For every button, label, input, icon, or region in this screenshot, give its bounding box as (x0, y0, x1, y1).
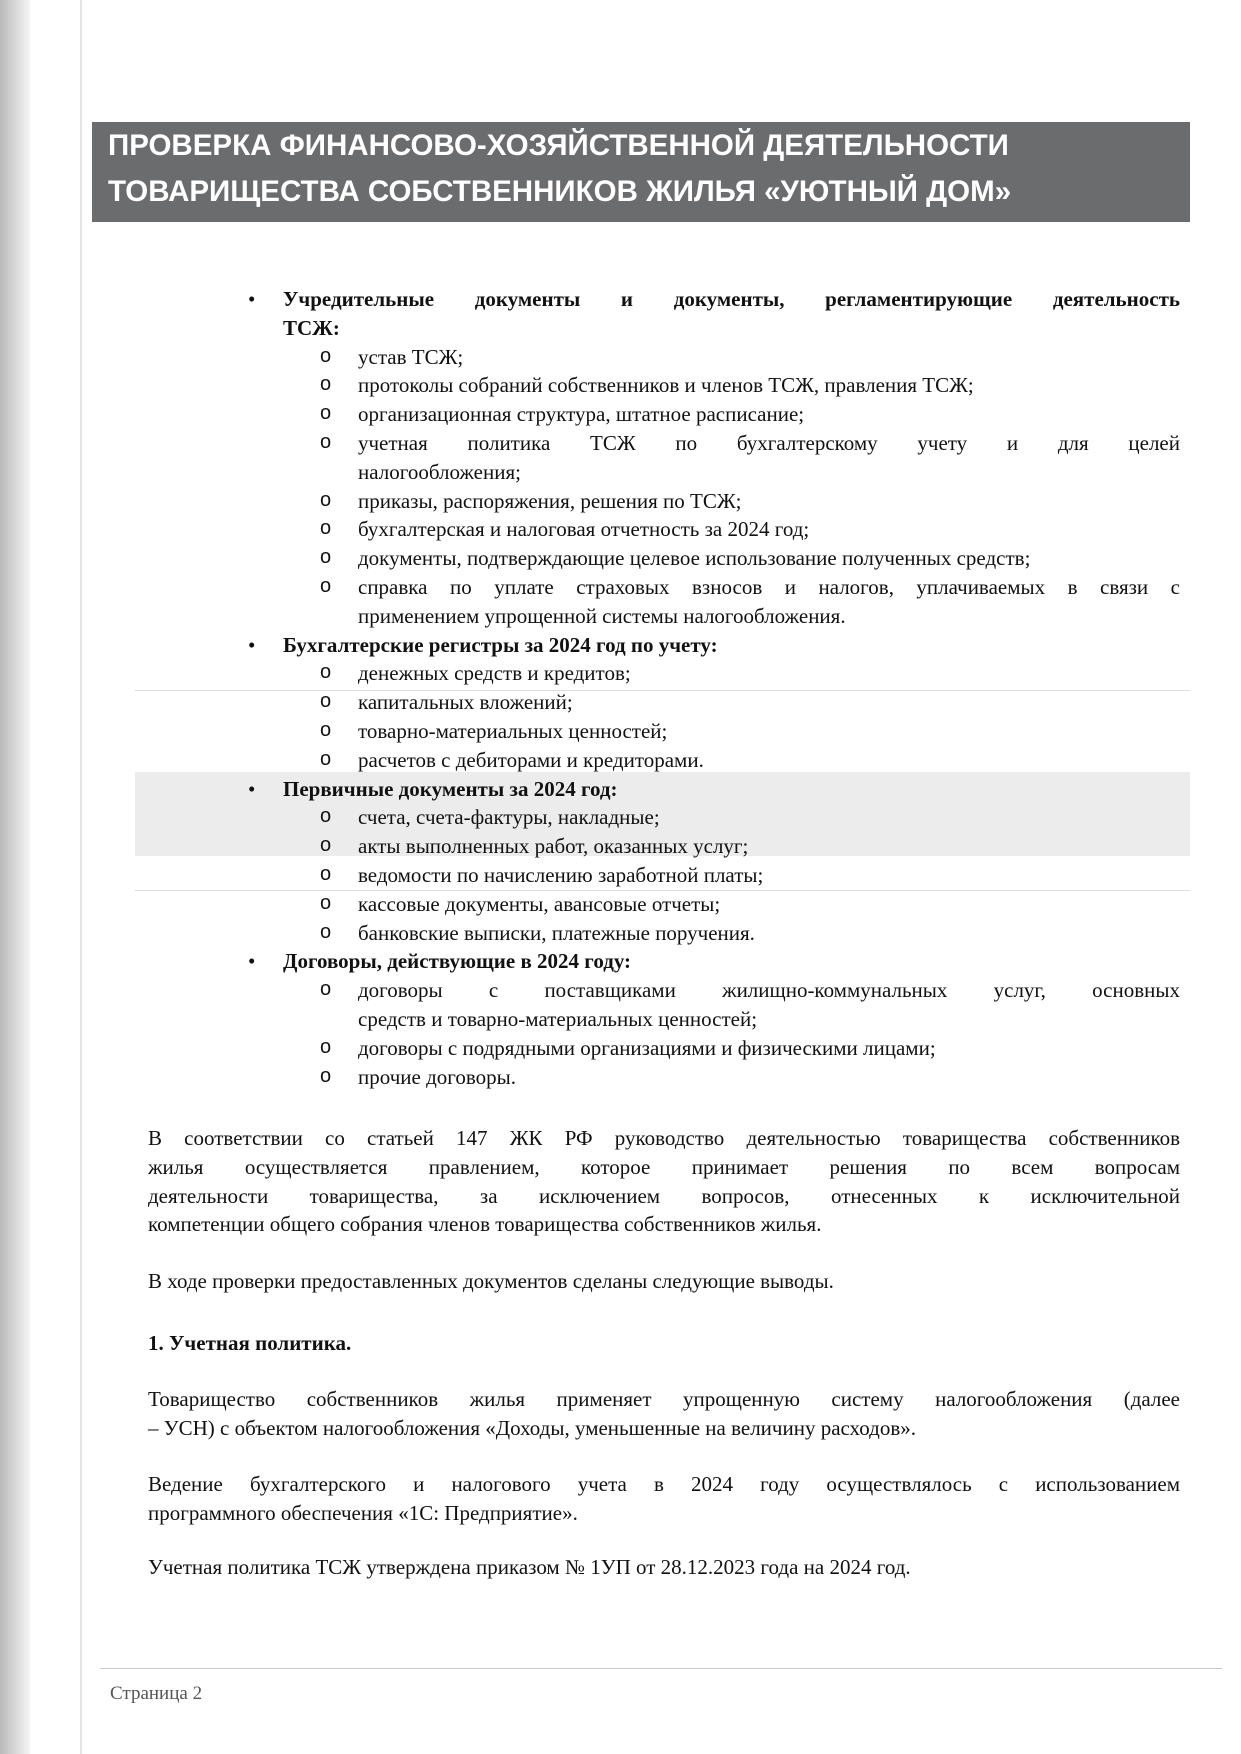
list-item: o учетная политика ТСЖ по бухгалтерскому учету и для целей (148, 429, 1180, 458)
bullet-icon: • (248, 776, 256, 801)
circle-bullet-icon: o (320, 574, 332, 597)
circle-bullet-icon: o (320, 718, 332, 741)
circle-bullet-icon: o (320, 920, 332, 943)
bullet-icon: • (248, 632, 256, 657)
section-title: ТСЖ: (283, 315, 340, 340)
list-item-continuation: применением упрощенной системы налогообложения. (358, 603, 846, 628)
list-item: o товарно-материальных ценностей; (148, 717, 1180, 746)
circle-bullet-icon: o (320, 488, 332, 511)
paragraph-governance: В соответствии со статьей 147 ЖК РФ руководство деятельностью товарищества собственников жилья осуществляется правлением, которое принимает решения по всем вопросам деятельности товарищества, за исключением вопросов, отнесенных к исключительной компетенции общего собрания членов товарищества собственников жилья. (148, 1126, 1180, 1237)
list-item: o приказы, распоряжения, решения по ТСЖ; (148, 487, 1180, 516)
bullet-icon: • (248, 287, 256, 311)
circle-bullet-icon: o (320, 747, 332, 770)
list-item: o устав ТСЖ; (148, 343, 1180, 372)
list-item: o организационная структура, штатное расписание; (148, 400, 1180, 429)
bullet-icon: • (248, 949, 256, 974)
paragraph-conclusions-intro: В ходе проверки предоставленных документов сделаны следующие выводы. (148, 1269, 834, 1293)
section-title: • Учредительные документы и документы, регламентирующие деятельность (148, 285, 1180, 314)
list-item: o капитальных вложений; (148, 688, 1180, 717)
circle-bullet-icon: o (320, 690, 332, 713)
document-lists (148, 285, 1180, 1091)
list-item: o бухгалтерская и налоговая отчетность за 2024 год; (148, 515, 1180, 544)
circle-bullet-icon: o (320, 834, 332, 857)
circle-bullet-icon: o (320, 805, 332, 828)
page-number: Страница 2 (110, 1683, 203, 1704)
section-heading-accounting-policy: 1. Учетная политика. (148, 1331, 352, 1355)
title-line-2: ТОВАРИЩЕСТВА СОБСТВЕННИКОВ ЖИЛЬЯ «УЮТНЫЙ ДОМ» (108, 175, 1012, 208)
circle-bullet-icon: o (320, 1035, 332, 1058)
circle-bullet-icon: o (320, 1064, 332, 1087)
circle-bullet-icon: o (320, 517, 332, 540)
paragraph-software: Ведение бухгалтерского и налогового учета в 2024 году осуществлялось с использованием программного обеспечения «1С: Предприятие». (148, 1472, 1180, 1525)
section-title: • Договоры, действующие в 2024 году: (148, 947, 1180, 976)
list-item: o денежных средств и кредитов; (148, 659, 1180, 688)
footer-divider (100, 1668, 1222, 1669)
section-title: • Первичные документы за 2024 год: (148, 775, 1180, 804)
circle-bullet-icon: o (320, 978, 332, 1001)
circle-bullet-icon: o (320, 402, 332, 425)
list-item: o счета, счета-фактуры, накладные; (148, 803, 1180, 832)
list-item: o расчетов с дебиторами и кредиторами. (148, 746, 1180, 775)
list-item: o документы, подтверждающие целевое использование полученных средств; (148, 544, 1180, 573)
circle-bullet-icon: o (320, 546, 332, 569)
list-item: o банковские выписки, платежные поручения. (148, 919, 1180, 948)
circle-bullet-icon: o (320, 373, 332, 396)
list-item: o договоры с подрядными организациями и физическими лицами; (148, 1034, 1180, 1063)
circle-bullet-icon: o (320, 661, 332, 684)
list-item-continuation: средств и товарно-материальных ценностей; (358, 1006, 758, 1031)
list-item-continuation: налогообложения; (358, 459, 521, 484)
circle-bullet-icon: o (320, 430, 332, 453)
list-item: o справка по уплате страховых взносов и налогов, уплачиваемых в связи с (148, 573, 1180, 602)
list-item: o акты выполненных работ, оказанных услуг; (148, 832, 1180, 861)
list-item: o протоколы собраний собственников и членов ТСЖ, правления ТСЖ; (148, 371, 1180, 400)
circle-bullet-icon: o (320, 862, 332, 885)
paragraph-policy-approval: Учетная политика ТСЖ утверждена приказом № 1УП от 28.12.2023 года на 2024 год. (148, 1555, 911, 1579)
list-item: o кассовые документы, авансовые отчеты; (148, 890, 1180, 919)
paragraph-tax-system: Товарищество собственников жилья применяет упрощенную систему налогообложения (далее – УСН) с объектом налогообложения «Доходы, уменьшенные на величину расходов». (148, 1387, 1180, 1440)
title-line-1: ПРОВЕРКА ФИНАНСОВО-ХОЗЯЙСТВЕННОЙ ДЕЯТЕЛЬНОСТИ (108, 129, 1009, 162)
binding-shadow (0, 0, 30, 1754)
section-title: • Бухгалтерские регистры за 2024 год по учету: (148, 631, 1180, 660)
page-fold-line (80, 0, 82, 1754)
circle-bullet-icon: o (320, 891, 332, 914)
list-item: o ведомости по начислению заработной платы; (148, 861, 1180, 890)
list-item: o договоры с поставщиками жилищно-коммунальных услуг, основных (148, 976, 1180, 1005)
circle-bullet-icon: o (320, 344, 332, 367)
list-item: o прочие договоры. (148, 1063, 1180, 1092)
